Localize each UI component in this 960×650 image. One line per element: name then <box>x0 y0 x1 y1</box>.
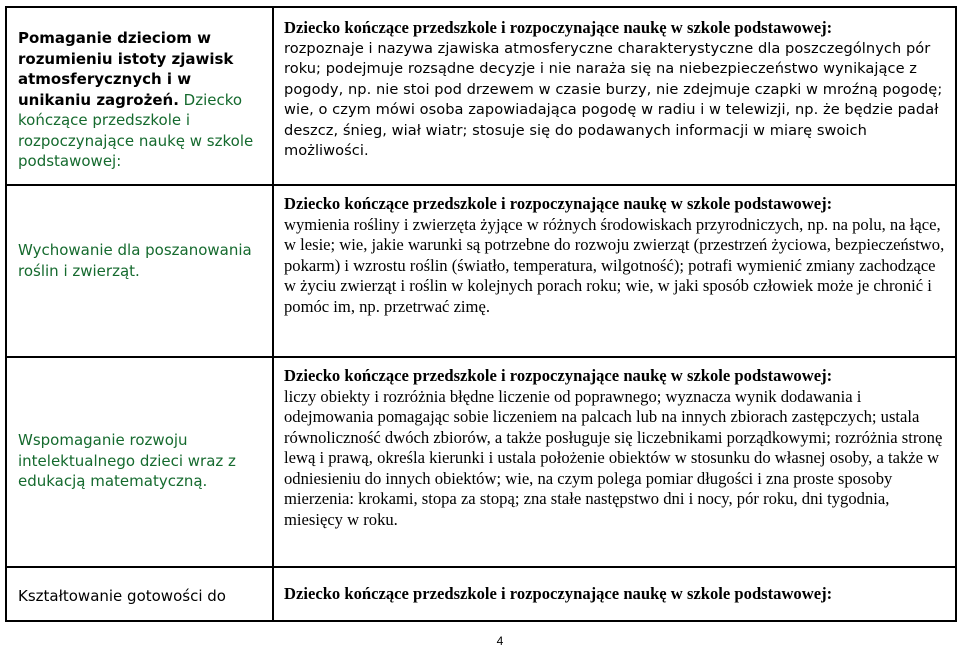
area-title: Pomaganie dzieciom w rozumieniu istoty zjawisk atmosferycznych i w unikaniu zagrożeń. <box>18 29 234 109</box>
outcome-heading: Dziecko kończące przedszkole i rozpoczynające naukę w szkole podstawowej: <box>284 18 833 37</box>
outcome-cell <box>273 185 956 357</box>
outcome-heading: Dziecko kończące przedszkole i rozpoczynające naukę w szkole podstawowej: <box>284 194 833 213</box>
area-cell <box>6 357 273 567</box>
table-row <box>6 357 956 567</box>
area-cell <box>6 7 273 185</box>
area-cell <box>6 567 273 621</box>
area-title: Wspomaganie rozwoju intelektualnego dzieci wraz z edukacją matematyczną. <box>18 431 236 490</box>
area-subtitle: Dziecko kończące przedszkole i rozpoczynające naukę w szkole podstawowej: <box>18 90 254 170</box>
outcome-body: rozpoznaje i nazywa zjawiska atmosferyczne charakterystyczne dla poszczególnych pór roku; podejmuje rozsądne decyzje i nie naraża się na niebezpieczeństwo wynikające z pogody, np. nie stoi pod drzewem w czasie burzy, nie zdejmuje czapki w mroźną pogodę; wie, o czym mówi osoba zapowiadająca pogodę w radiu i w telewizji, np. że będzie padał deszcz, śnieg, wiał wiatr; stosuje się do podawanych informacji w miarę swoich możliwości. <box>284 39 943 159</box>
table-row <box>6 567 956 621</box>
outcome-body: liczy obiekty i rozróżnia błędne liczenie od poprawnego; wyznacza wynik dodawania i odejmowania pomagając sobie liczeniem na palcach lub na innych zbiorach zastępczych; ustala równoliczność dwóch zbiorów, a także posługuje się liczebnikami porządkowymi; rozróżnia stronę lewą i prawą, określa kierunki i ustala położenie obiektów w stosunku do własnej osoby, a także w odniesieniu do innych obiektów; wie, na czym polega pomiar długości i zna proste sposoby mierzenia: krokami, stopa za stopą; zna stałe następstwo dni i nocy, pór roku, dni tygodnia, miesięcy w roku. <box>284 386 943 529</box>
outcome-heading: Dziecko kończące przedszkole i rozpoczynające naukę w szkole podstawowej: <box>284 366 833 385</box>
outcome-cell <box>273 7 956 185</box>
table-row <box>6 185 956 357</box>
outcome-cell <box>273 357 956 567</box>
outcome-body: wymienia rośliny i zwierzęta żyjące w różnych środowiskach przyrodniczych, np. na polu, na łące, w lesie; wie, jakie warunki są potrzebne do rozwoju zwierząt (przestrzeń życiowa, bezpieczeństwo, pokarm) i wzrostu roślin (światło, temperatura, wilgotność); potrafi wymienić zmiany zachodzące w życiu zwierząt i roślin w kolejnych porach roku; wie, w jaki sposób człowiek może je chronić i pomóc im, np. przetrwać zimę. <box>284 214 945 316</box>
outcome-heading: Dziecko kończące przedszkole i rozpoczynające naukę w szkole podstawowej: <box>284 584 833 603</box>
outcome-cell <box>273 567 956 621</box>
table-row <box>6 7 956 185</box>
curriculum-table <box>5 6 957 622</box>
page-number: 4 <box>496 634 504 648</box>
area-title: Kształtowanie gotowości do <box>18 587 226 605</box>
area-title: Wychowanie dla poszanowania roślin i zwierząt. <box>18 241 252 280</box>
area-cell <box>6 185 273 357</box>
